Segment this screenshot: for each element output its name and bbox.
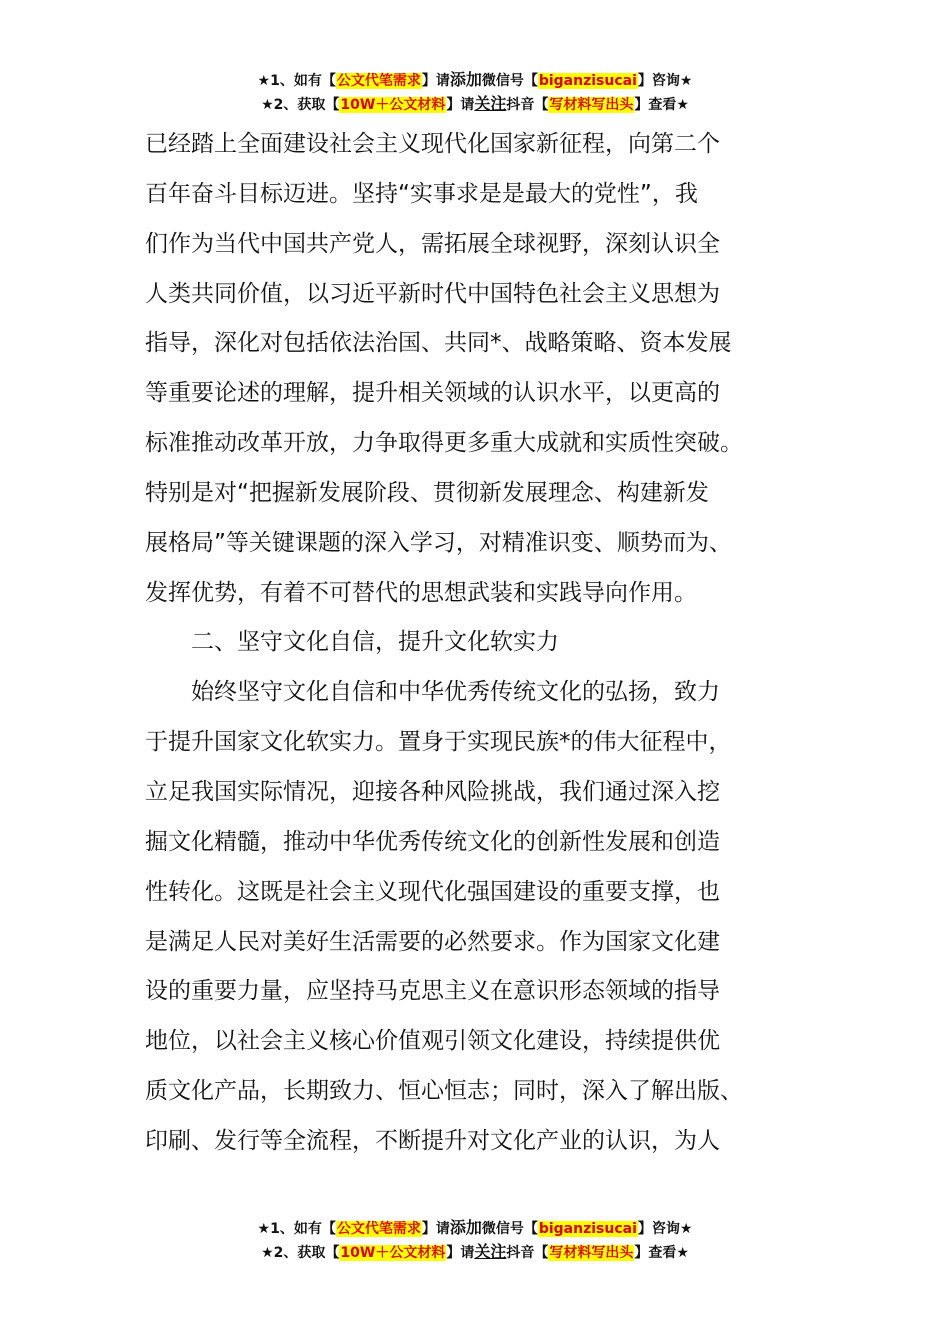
banner-text: 】请 <box>421 1221 450 1237</box>
banner-text: 】查看★ <box>634 1245 689 1261</box>
text-line: 质文化产品，长期致力、恒心恒志；同时，深入了解出版、 <box>145 1078 743 1105</box>
banner-line-2 <box>0 92 950 116</box>
text-line: 们作为当代中国共产党人，需拓展全球视野，深刻认识全 <box>145 230 720 257</box>
banner-highlight: biganzisucai <box>538 1221 637 1237</box>
banner-emphasis: 关注 <box>474 1242 507 1261</box>
text-line: 始终坚守文化自信和中华优秀传统文化的弘扬，致力 <box>191 679 720 706</box>
banner-text: 抖音【 <box>506 1245 549 1261</box>
banner-text: 】咨询★ <box>637 1221 693 1237</box>
banner-text: 】请 <box>446 97 475 113</box>
banner-text: ★2、获取【 <box>261 97 340 113</box>
text-line: 发挥优势，有着不可替代的思想武装和实践导向作用。 <box>145 579 697 606</box>
section-heading: 二、坚守文化自信，提升文化软实力 <box>191 629 559 656</box>
footer-banner <box>0 1216 950 1264</box>
banner-highlight: 公文代笔需求 <box>336 73 421 89</box>
banner-emphasis: 关注 <box>474 94 507 113</box>
text-line: 百年奋斗目标迈进。坚持“实事求是是最大的党性”，我 <box>145 180 698 207</box>
text-line: 标准推动改革开放，力争取得更多重大成就和实质性突破。 <box>145 430 743 457</box>
banner-highlight: 公文代笔需求 <box>336 1221 421 1237</box>
banner-text: 】请 <box>446 1245 475 1261</box>
header-banner <box>0 68 950 116</box>
text-line: 等重要论述的理解，提升相关领域的认识水平，以更高的 <box>145 380 720 407</box>
text-line: 展格局”等关键课题的深入学习，对精准识变、顺势而为、 <box>145 529 732 556</box>
banner-text: 】请 <box>421 73 450 89</box>
text-line: 人类共同价值，以习近平新时代中国特色社会主义思想为 <box>145 280 720 307</box>
banner-line-2 <box>0 1240 950 1264</box>
banner-highlight: 10W＋公文材料 <box>340 1245 446 1261</box>
text-line: 性转化。这既是社会主义现代化强国建设的重要支撑，也 <box>145 878 720 905</box>
banner-emphasis: 添加 <box>449 70 482 89</box>
document-body <box>145 120 805 1167</box>
banner-line-1 <box>0 1216 950 1240</box>
text-line: 掘文化精髓，推动中华优秀传统文化的创新性发展和创造 <box>145 828 720 855</box>
banner-text: 微信号【 <box>481 1221 538 1237</box>
banner-text: 】查看★ <box>634 97 689 113</box>
banner-text: 微信号【 <box>481 73 538 89</box>
text-line: 地位，以社会主义核心价值观引领文化建设，持续提供优 <box>145 1028 720 1055</box>
banner-text: ★2、获取【 <box>261 1245 340 1261</box>
text-line: 设的重要力量，应坚持马克思主义在意识形态领域的指导 <box>145 978 720 1005</box>
text-line: 指导，深化对包括依法治国、共同*、战略策略、资本发展 <box>145 330 732 357</box>
banner-text: ★1、如有【 <box>257 1221 336 1237</box>
banner-highlight: 写材料写出头 <box>549 97 634 113</box>
text-line: 是满足人民对美好生活需要的必然要求。作为国家文化建 <box>145 928 720 955</box>
banner-emphasis: 添加 <box>449 1218 482 1237</box>
banner-text: ★1、如有【 <box>257 73 336 89</box>
text-line: 特别是对“把握新发展阶段、贯彻新发展理念、构建新发 <box>145 479 709 506</box>
text-line: 立足我国实际情况，迎接各种风险挑战，我们通过深入挖 <box>145 778 720 805</box>
banner-highlight: 写材料写出头 <box>549 1245 634 1261</box>
banner-line-1 <box>0 68 950 92</box>
text-line: 于提升国家文化软实力。置身于实现民族*的伟大征程中， <box>145 729 732 756</box>
banner-text: 】咨询★ <box>637 73 693 89</box>
banner-text: 抖音【 <box>506 97 549 113</box>
text-line: 已经踏上全面建设社会主义现代化国家新征程，向第二个 <box>145 131 720 157</box>
banner-highlight: biganzisucai <box>538 73 637 89</box>
text-line: 印刷、发行等全流程，不断提升对文化产业的认识，为人 <box>145 1127 720 1154</box>
banner-highlight: 10W＋公文材料 <box>340 97 446 113</box>
